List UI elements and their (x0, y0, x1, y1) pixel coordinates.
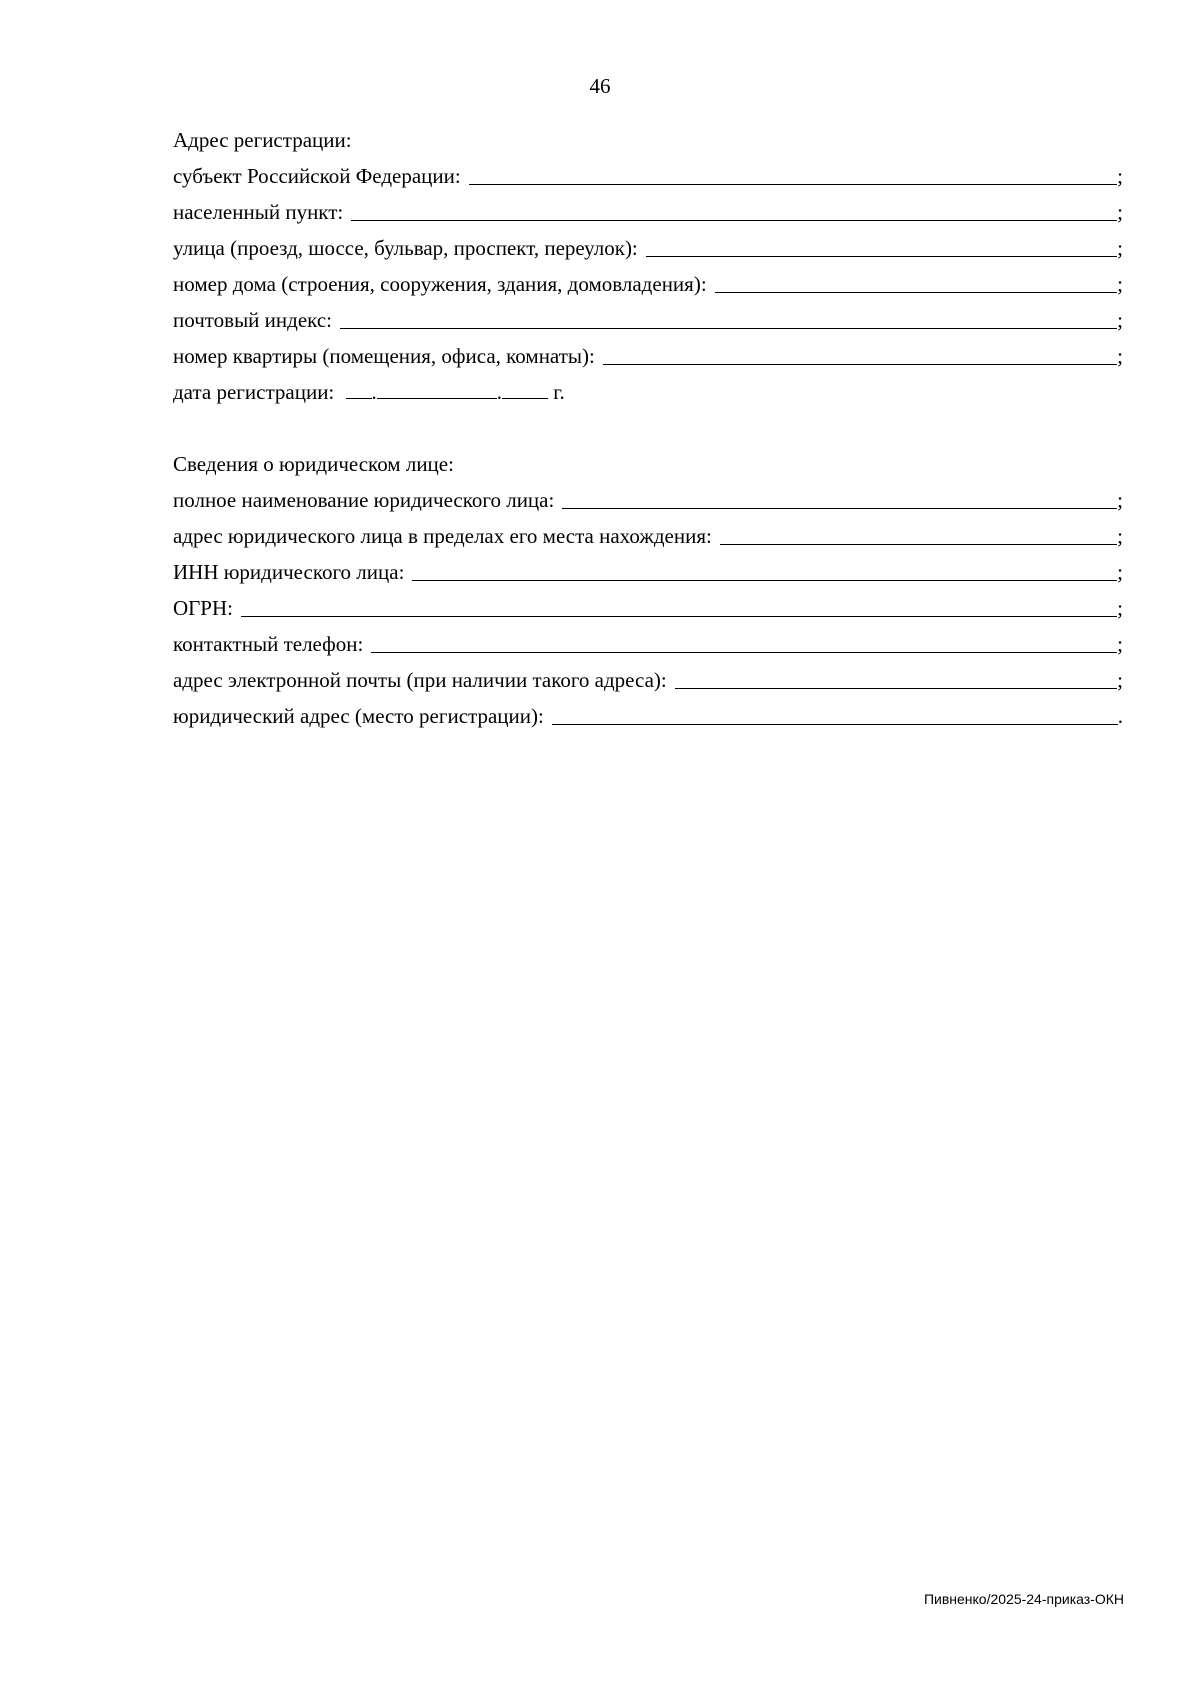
blank-line (241, 615, 1117, 617)
blank-line (562, 507, 1117, 509)
blank-line (603, 363, 1117, 365)
field-apartment-number (173, 338, 1123, 374)
blank-line (469, 183, 1117, 185)
date-label: дата регистрации: (173, 380, 335, 404)
page-number: 46 (589, 74, 611, 98)
blank-line (715, 291, 1118, 293)
legal-entity-heading: Сведения о юридическом лице: (173, 452, 454, 476)
field-label: ИНН юридического лица: (173, 560, 405, 584)
field-email (173, 662, 1123, 698)
field-label: контактный телефон: (173, 632, 364, 656)
blank-line (720, 543, 1117, 545)
field-label: номер квартиры (помещения, офиса, комнаты): (173, 344, 595, 368)
field-end-punct: ; (1117, 200, 1123, 224)
field-label: населенный пункт: (173, 200, 344, 224)
blank-line (552, 723, 1118, 725)
field-street (173, 230, 1123, 266)
date-separator: . (496, 380, 503, 404)
field-label: номер дома (строения, сооружения, здания, домовладения): (173, 272, 707, 296)
blank-line (351, 219, 1117, 221)
field-label: ОГРН: (173, 596, 233, 620)
field-end-punct: ; (1117, 236, 1123, 260)
field-legal-address (173, 518, 1123, 554)
field-label: субъект Российской Федерации: (173, 164, 461, 188)
field-inn (173, 554, 1123, 590)
field-registration-date (173, 374, 1123, 410)
registration-heading: Адрес регистрации: (173, 128, 352, 152)
document-footer: Пивненко/2025-24-приказ-ОКН (923, 1591, 1124, 1607)
field-ogrn (173, 590, 1123, 626)
field-end-punct: ; (1117, 560, 1123, 584)
section-gap (173, 410, 1123, 446)
field-label: улица (проезд, шоссе, бульвар, проспект, переулок): (173, 236, 638, 260)
day-blank (346, 378, 372, 399)
blank-line (646, 255, 1117, 257)
field-phone (173, 626, 1123, 662)
field-end-punct: ; (1117, 632, 1123, 656)
field-full-name (173, 482, 1123, 518)
field-registration-address (173, 698, 1123, 734)
blank-line (371, 651, 1117, 653)
field-end-punct: ; (1117, 524, 1123, 548)
field-label: почтовый индекс: (173, 308, 332, 332)
field-label: полное наименование юридического лица: (173, 488, 555, 512)
blank-line (412, 579, 1117, 581)
field-settlement (173, 194, 1123, 230)
field-label: юридический адрес (место регистрации): (173, 704, 544, 728)
field-end-punct: ; (1117, 488, 1123, 512)
year-blank (502, 378, 548, 399)
field-end-punct: ; (1117, 668, 1123, 692)
form-content (173, 122, 1123, 734)
month-blank (377, 378, 497, 399)
field-subject-rf (173, 158, 1123, 194)
field-house-number (173, 266, 1123, 302)
field-end-punct: ; (1117, 164, 1123, 188)
blank-line (675, 687, 1117, 689)
field-label: адрес электронной почты (при наличии такого адреса): (173, 668, 667, 692)
field-label: адрес юридического лица в пределах его места нахождения: (173, 524, 712, 548)
field-end-punct: ; (1117, 596, 1123, 620)
field-end-punct: ; (1117, 344, 1123, 368)
field-end-punct: ; (1117, 308, 1123, 332)
field-end-punct: . (1117, 704, 1123, 728)
field-end-punct: ; (1117, 272, 1123, 296)
year-suffix: г. (553, 380, 565, 404)
blank-line (340, 327, 1117, 329)
field-postal-code (173, 302, 1123, 338)
date-separator: . (371, 380, 377, 404)
